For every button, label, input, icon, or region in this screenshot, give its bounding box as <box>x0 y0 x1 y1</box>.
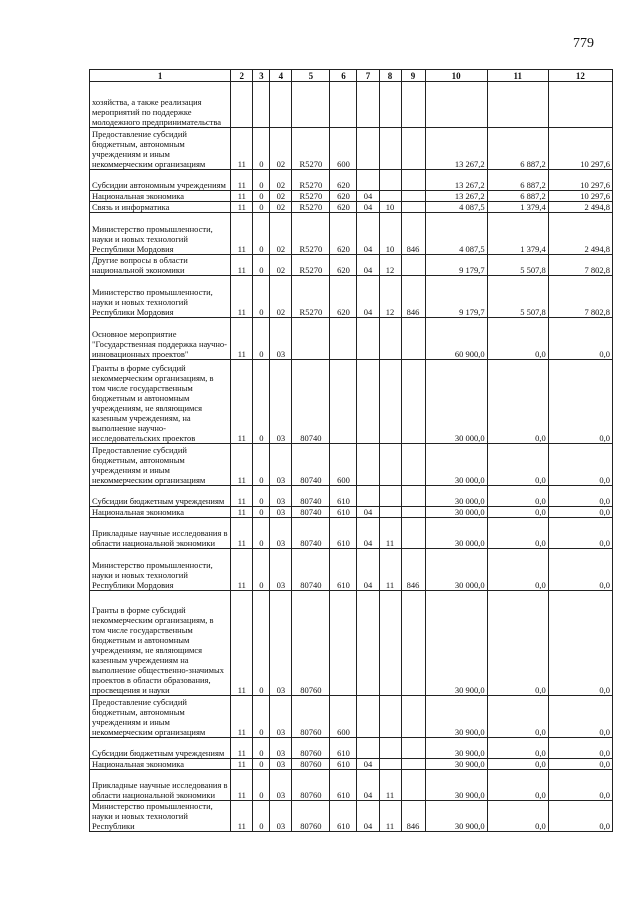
table-cell: 30 900,0 <box>425 591 487 696</box>
table-cell: 04 <box>357 770 379 801</box>
table-cell: 0,0 <box>548 738 612 759</box>
table-cell: 80740 <box>292 518 330 549</box>
table-cell: 80740 <box>292 486 330 507</box>
table-cell: 11 <box>231 360 253 444</box>
table-cell: 03 <box>270 696 292 738</box>
table-cell: 0,0 <box>487 738 548 759</box>
table-cell: 11 <box>379 801 401 832</box>
table-header-row <box>90 70 613 82</box>
table-cell: R5270 <box>292 191 330 202</box>
table-cell: 0 <box>253 486 270 507</box>
table-cell: 4 087,5 <box>425 202 487 213</box>
table-cell: 02 <box>270 202 292 213</box>
table-cell: 80760 <box>292 801 330 832</box>
table-cell <box>330 360 357 444</box>
table-cell: 30 000,0 <box>425 507 487 518</box>
table-cell <box>357 738 379 759</box>
table-row <box>90 549 613 591</box>
table-cell <box>401 486 425 507</box>
table-cell: R5270 <box>292 202 330 213</box>
table-cell: 0 <box>253 770 270 801</box>
table-cell: 0,0 <box>487 360 548 444</box>
table-cell: 0,0 <box>548 696 612 738</box>
table-cell: 600 <box>330 444 357 486</box>
table-cell: 0 <box>253 507 270 518</box>
table-cell: 11 <box>231 759 253 770</box>
table-cell <box>357 128 379 170</box>
table-cell <box>379 82 401 128</box>
table-cell: 04 <box>357 276 379 318</box>
table-cell <box>270 82 292 128</box>
table-cell <box>379 738 401 759</box>
table-cell: 60 900,0 <box>425 318 487 360</box>
table-cell: 03 <box>270 518 292 549</box>
table-cell: 0,0 <box>548 360 612 444</box>
table-cell <box>401 738 425 759</box>
table-cell: 80760 <box>292 591 330 696</box>
table-row <box>90 591 613 696</box>
table-cell <box>401 518 425 549</box>
table-cell: 02 <box>270 170 292 191</box>
table-cell: 11 <box>231 202 253 213</box>
row-label-cell: Другие вопросы в области национальной экономики <box>90 255 231 276</box>
table-cell <box>401 318 425 360</box>
row-label-cell: Связь и информатика <box>90 202 231 213</box>
table-cell <box>379 170 401 191</box>
table-cell: 03 <box>270 486 292 507</box>
table-cell: 0,0 <box>548 759 612 770</box>
table-cell: R5270 <box>292 213 330 255</box>
table-cell: 80740 <box>292 549 330 591</box>
table-cell: 30 000,0 <box>425 444 487 486</box>
table-cell: 0 <box>253 360 270 444</box>
table-cell: 1 379,4 <box>487 202 548 213</box>
table-cell: 4 087,5 <box>425 213 487 255</box>
table-cell: 12 <box>379 276 401 318</box>
table-cell: 11 <box>231 591 253 696</box>
table-cell: 11 <box>231 276 253 318</box>
table-cell: 80760 <box>292 696 330 738</box>
table-cell: 03 <box>270 444 292 486</box>
table-cell <box>379 360 401 444</box>
table-cell: 846 <box>401 276 425 318</box>
table-cell: 0,0 <box>487 801 548 832</box>
table-cell: 0,0 <box>487 486 548 507</box>
table-cell <box>357 318 379 360</box>
table-cell: 02 <box>270 128 292 170</box>
table-cell: 0,0 <box>487 770 548 801</box>
table-cell: 11 <box>231 507 253 518</box>
row-label-cell: Прикладные научные исследования в области национальной экономики <box>90 518 231 549</box>
column-header: 6 <box>330 70 357 82</box>
table-cell: 30 000,0 <box>425 486 487 507</box>
table-cell: 600 <box>330 128 357 170</box>
table-cell: 04 <box>357 801 379 832</box>
table-cell: R5270 <box>292 255 330 276</box>
table-cell: 04 <box>357 549 379 591</box>
table-row <box>90 738 613 759</box>
table-cell: 02 <box>270 213 292 255</box>
table-cell: 11 <box>231 801 253 832</box>
table-cell: 0,0 <box>487 318 548 360</box>
table-row <box>90 202 613 213</box>
table-cell <box>379 444 401 486</box>
table-cell: 80740 <box>292 360 330 444</box>
table-cell: 11 <box>231 255 253 276</box>
table-cell: 0 <box>253 591 270 696</box>
table-cell: 10 297,6 <box>548 191 612 202</box>
table-cell: 620 <box>330 191 357 202</box>
table-cell: 11 <box>231 318 253 360</box>
column-header: 8 <box>379 70 401 82</box>
table-cell: 30 900,0 <box>425 738 487 759</box>
table-cell: 0,0 <box>548 507 612 518</box>
table-cell: 0 <box>253 202 270 213</box>
table-cell: R5270 <box>292 276 330 318</box>
table-row <box>90 255 613 276</box>
table-cell: 30 000,0 <box>425 360 487 444</box>
table-cell: 03 <box>270 591 292 696</box>
table-cell <box>487 82 548 128</box>
column-header: 1 <box>90 70 231 82</box>
table-cell <box>357 591 379 696</box>
table-cell: 600 <box>330 696 357 738</box>
table-cell: 9 179,7 <box>425 276 487 318</box>
column-header: 9 <box>401 70 425 82</box>
table-cell: R5270 <box>292 128 330 170</box>
table-cell: 610 <box>330 549 357 591</box>
table-cell: 0,0 <box>548 486 612 507</box>
table-cell: 6 887,2 <box>487 191 548 202</box>
table-cell <box>401 444 425 486</box>
table-cell: 6 887,2 <box>487 128 548 170</box>
table-cell <box>357 360 379 444</box>
table-cell: 80740 <box>292 444 330 486</box>
table-cell: 7 802,8 <box>548 255 612 276</box>
table-cell: 0 <box>253 444 270 486</box>
column-header: 3 <box>253 70 270 82</box>
table-cell: 11 <box>231 738 253 759</box>
table-cell: 13 267,2 <box>425 128 487 170</box>
table-row <box>90 170 613 191</box>
table-cell: 11 <box>231 213 253 255</box>
table-cell: 30 000,0 <box>425 518 487 549</box>
table-cell: 04 <box>357 255 379 276</box>
table-cell: 10 <box>379 213 401 255</box>
table-cell: 9 179,7 <box>425 255 487 276</box>
table-cell: 610 <box>330 518 357 549</box>
table-cell: 0 <box>253 170 270 191</box>
budget-table <box>89 69 613 832</box>
table-cell: 0 <box>253 128 270 170</box>
row-label-cell: Предоставление субсидий бюджетным, автономным учреждениям и иным некоммерческим организациям <box>90 696 231 738</box>
table-cell: 03 <box>270 738 292 759</box>
row-label-cell: Гранты в форме субсидий некоммерческим организациям, в том числе государственным бюджетным и автономным учреждениям, не являющимся казенным учреждениям, на выполнение научно-исследовательских проектов <box>90 360 231 444</box>
table-row <box>90 507 613 518</box>
table-cell: 03 <box>270 360 292 444</box>
table-cell: 03 <box>270 549 292 591</box>
table-cell: 0 <box>253 696 270 738</box>
row-label-cell: Прикладные научные исследования в области национальной экономики <box>90 770 231 801</box>
table-cell: 03 <box>270 507 292 518</box>
table-cell: 2 494,8 <box>548 202 612 213</box>
table-cell: 0 <box>253 213 270 255</box>
row-label-cell: Министерство промышленности, науки и новых технологий Республики Мордовия <box>90 213 231 255</box>
row-label-cell: Национальная экономика <box>90 507 231 518</box>
row-label-cell: Предоставление субсидий бюджетным, автономным учреждениям и иным некоммерческим организациям <box>90 444 231 486</box>
column-header: 7 <box>357 70 379 82</box>
table-cell: 04 <box>357 518 379 549</box>
table-row <box>90 128 613 170</box>
table-cell <box>330 82 357 128</box>
table-cell <box>401 507 425 518</box>
table-cell: 0,0 <box>487 549 548 591</box>
table-cell: 80760 <box>292 770 330 801</box>
table-cell: 0 <box>253 518 270 549</box>
row-label-cell: Субсидии бюджетным учреждениям <box>90 738 231 759</box>
row-label-cell: Субсидии бюджетным учреждениям <box>90 486 231 507</box>
table-cell: 0 <box>253 318 270 360</box>
table-cell: 5 507,8 <box>487 255 548 276</box>
table-cell <box>379 591 401 696</box>
table-cell: 11 <box>231 128 253 170</box>
table-cell <box>401 759 425 770</box>
table-cell: 12 <box>379 255 401 276</box>
table-row <box>90 518 613 549</box>
table-cell: 0,0 <box>487 518 548 549</box>
table-cell: 5 507,8 <box>487 276 548 318</box>
row-label-cell: Предоставление субсидий бюджетным, автономным учреждениям и иным некоммерческим организациям <box>90 128 231 170</box>
column-header: 10 <box>425 70 487 82</box>
table-cell: 846 <box>401 801 425 832</box>
column-header: 2 <box>231 70 253 82</box>
table-cell: 0,0 <box>487 444 548 486</box>
table-cell <box>401 255 425 276</box>
table-row <box>90 276 613 318</box>
table-cell <box>548 82 612 128</box>
table-cell: 11 <box>231 770 253 801</box>
table-cell: 0,0 <box>548 549 612 591</box>
table-cell: 02 <box>270 191 292 202</box>
table-cell: 0 <box>253 276 270 318</box>
table-cell <box>330 318 357 360</box>
table-cell: 11 <box>231 444 253 486</box>
row-label-cell: Национальная экономика <box>90 191 231 202</box>
table-cell <box>379 507 401 518</box>
table-cell: 30 900,0 <box>425 801 487 832</box>
table-cell: 610 <box>330 486 357 507</box>
table-cell <box>357 696 379 738</box>
row-label-cell: хозяйства, а также реализация мероприятий по поддержке молодежного предпринимательства <box>90 82 231 128</box>
table-cell: 11 <box>379 549 401 591</box>
table-cell <box>292 82 330 128</box>
table-cell: 10 297,6 <box>548 170 612 191</box>
table-cell: 30 000,0 <box>425 549 487 591</box>
table-cell: 03 <box>270 801 292 832</box>
column-header: 4 <box>270 70 292 82</box>
table-cell: 2 494,8 <box>548 213 612 255</box>
table-cell: 11 <box>379 518 401 549</box>
table-cell: 04 <box>357 202 379 213</box>
table-cell <box>401 128 425 170</box>
table-row <box>90 486 613 507</box>
table-cell: 11 <box>231 486 253 507</box>
table-row <box>90 82 613 128</box>
table-cell <box>401 360 425 444</box>
table-cell: 30 900,0 <box>425 696 487 738</box>
column-header: 12 <box>548 70 612 82</box>
table-cell: 846 <box>401 213 425 255</box>
table-cell: 11 <box>231 170 253 191</box>
table-cell: 0,0 <box>548 318 612 360</box>
table-cell: 0,0 <box>548 591 612 696</box>
row-label-cell: Министерство промышленности, науки и новых технологий Республики <box>90 801 231 832</box>
table-cell: 10 <box>379 202 401 213</box>
table-cell <box>379 128 401 170</box>
table-cell <box>231 82 253 128</box>
table-cell: 11 <box>231 696 253 738</box>
row-label-cell: Министерство промышленности, науки и новых технологий Республики Мордовия <box>90 276 231 318</box>
table-cell: 620 <box>330 213 357 255</box>
table-cell <box>401 202 425 213</box>
table-cell: 620 <box>330 170 357 191</box>
table-cell: 620 <box>330 202 357 213</box>
table-cell: 03 <box>270 318 292 360</box>
table-cell: 610 <box>330 759 357 770</box>
table-cell <box>379 318 401 360</box>
table-cell <box>401 170 425 191</box>
table-cell <box>401 770 425 801</box>
table-cell <box>401 82 425 128</box>
table-cell <box>401 191 425 202</box>
table-row <box>90 191 613 202</box>
table-cell: 0,0 <box>487 507 548 518</box>
table-cell <box>357 82 379 128</box>
table-cell <box>357 444 379 486</box>
table-cell: 610 <box>330 801 357 832</box>
table-cell <box>379 191 401 202</box>
table-row <box>90 318 613 360</box>
table-row <box>90 759 613 770</box>
table-cell: 610 <box>330 507 357 518</box>
table-cell: 11 <box>231 518 253 549</box>
table-cell: 04 <box>357 213 379 255</box>
table-cell: 02 <box>270 255 292 276</box>
table-cell: 620 <box>330 276 357 318</box>
table-cell: 10 297,6 <box>548 128 612 170</box>
column-header: 5 <box>292 70 330 82</box>
table-row <box>90 770 613 801</box>
table-cell: 6 887,2 <box>487 170 548 191</box>
table-cell: 11 <box>231 549 253 591</box>
table-cell: 11 <box>231 191 253 202</box>
table-cell <box>357 170 379 191</box>
table-cell: 11 <box>379 770 401 801</box>
row-label-cell: Гранты в форме субсидий некоммерческим организациям, в том числе государственным бюджетным и автономным учреждениям, не являющимся казенным учреждениям на выполнение общественно-значимых проектов в области образования, просвещения и науки <box>90 591 231 696</box>
table-cell: 1 379,4 <box>487 213 548 255</box>
table-cell: 0 <box>253 255 270 276</box>
table-cell: 13 267,2 <box>425 191 487 202</box>
table-cell <box>330 591 357 696</box>
row-label-cell: Субсидии автономным учреждениям <box>90 170 231 191</box>
table-cell <box>379 486 401 507</box>
table-cell: 03 <box>270 759 292 770</box>
table-cell: 03 <box>270 770 292 801</box>
table-cell: 13 267,2 <box>425 170 487 191</box>
table-cell: 610 <box>330 770 357 801</box>
table-cell: 620 <box>330 255 357 276</box>
table-cell: 0,0 <box>548 518 612 549</box>
table-row <box>90 444 613 486</box>
table-cell: 04 <box>357 759 379 770</box>
row-label-cell: Основное мероприятие "Государственная поддержка научно-инновационных проектов" <box>90 318 231 360</box>
table-cell: R5270 <box>292 170 330 191</box>
table-cell <box>357 486 379 507</box>
column-header: 11 <box>487 70 548 82</box>
table-cell <box>425 82 487 128</box>
table-cell <box>292 318 330 360</box>
table-cell: 04 <box>357 507 379 518</box>
row-label-cell: Министерство промышленности, науки и новых технологий Республики Мордовия <box>90 549 231 591</box>
table-cell: 0 <box>253 549 270 591</box>
table-cell <box>253 82 270 128</box>
table-cell: 0 <box>253 738 270 759</box>
table-cell <box>401 696 425 738</box>
table-cell: 0,0 <box>487 696 548 738</box>
table-cell: 04 <box>357 191 379 202</box>
table-cell: 0,0 <box>548 801 612 832</box>
table-row <box>90 213 613 255</box>
table-row <box>90 360 613 444</box>
table-cell: 0 <box>253 191 270 202</box>
table-cell <box>379 696 401 738</box>
table-cell: 0 <box>253 759 270 770</box>
table-row <box>90 801 613 832</box>
table-cell: 0,0 <box>487 591 548 696</box>
table-cell: 30 900,0 <box>425 759 487 770</box>
row-label-cell: Национальная экономика <box>90 759 231 770</box>
table-cell: 846 <box>401 549 425 591</box>
table-cell: 0 <box>253 801 270 832</box>
table-cell: 0,0 <box>487 759 548 770</box>
table-cell <box>401 591 425 696</box>
table-cell: 02 <box>270 276 292 318</box>
table-cell: 30 900,0 <box>425 770 487 801</box>
table-cell: 80740 <box>292 507 330 518</box>
table-cell <box>379 759 401 770</box>
table-cell: 610 <box>330 738 357 759</box>
page-number: 779 <box>573 36 594 51</box>
table-cell: 0,0 <box>548 444 612 486</box>
table-cell: 80760 <box>292 738 330 759</box>
table-row <box>90 696 613 738</box>
table-cell: 0,0 <box>548 770 612 801</box>
table-cell: 7 802,8 <box>548 276 612 318</box>
table-cell: 80760 <box>292 759 330 770</box>
